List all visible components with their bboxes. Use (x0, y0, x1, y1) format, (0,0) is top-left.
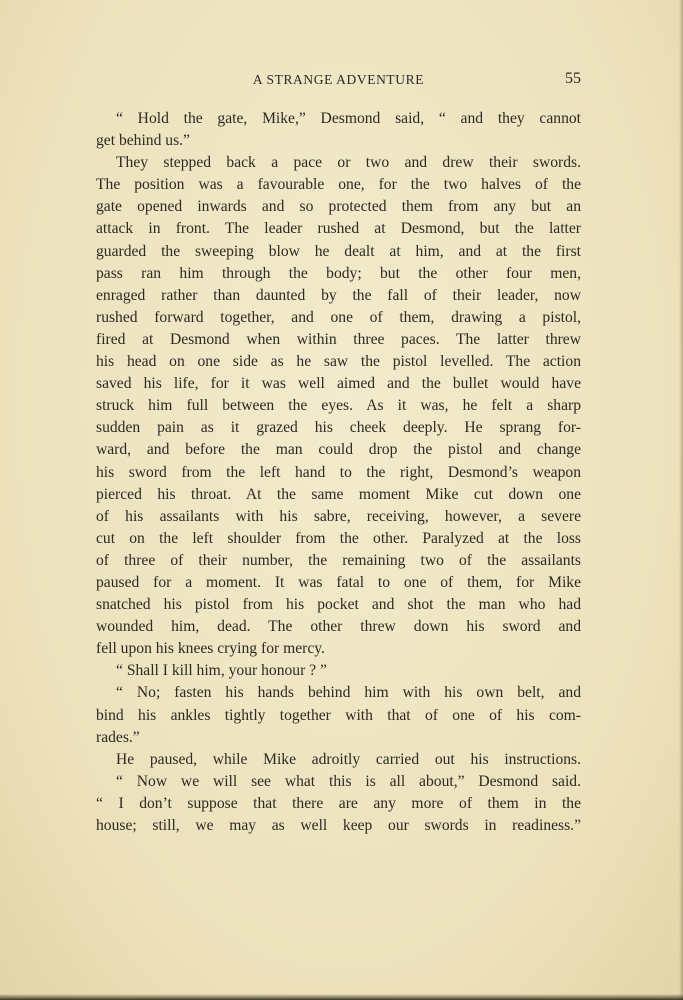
text-line: saved his life, for it was well aimed and the bullet would have (96, 375, 581, 393)
text-line: house; still, we may as well keep our swords in readiness.” (96, 817, 581, 834)
running-head (96, 72, 581, 94)
text-line: rades.” (96, 728, 140, 746)
text-line: “ Hold the gate, Mike,” Desmond said, “ and they cannot (116, 110, 581, 127)
text-line: snatched his pistol from his pocket and shot the man who had (96, 596, 581, 614)
body-text (96, 108, 581, 837)
text-line: fell upon his knees crying for mercy. (96, 640, 325, 658)
text-line: wounded him, dead. The other threw down his sword and (96, 618, 581, 636)
text-line: struck him full between the eyes. As it was, he felt a sharp (96, 397, 581, 415)
text-line: attack in front. The leader rushed at Desmond, but the latter (96, 220, 581, 238)
page-edge-shadow (679, 0, 683, 1000)
text-line: paused for a moment. It was fatal to one of them, for Mike (96, 573, 581, 591)
text-line: pass ran him through the body; but the other four men, (96, 264, 581, 282)
text-line: cut on the left shoulder from the other. Paralyzed at the loss (96, 529, 581, 547)
text-line: fired at Desmond when within three paces. The latter threw (96, 330, 581, 348)
text-line: of three of their number, the remaining two of the assailants (96, 551, 581, 569)
running-title: A STRANGE ADVENTURE (252, 72, 425, 87)
text-line: gate opened inwards and so protected them from any but an (96, 198, 581, 216)
text-line: The position was a favourable one, for the two halves of the (96, 176, 581, 194)
text-line: guarded the sweeping blow he dealt at him, and at the first (96, 242, 581, 260)
text-line: They stepped back a pace or two and drew their swords. (116, 154, 581, 172)
text-line: “ Shall I kill him, your honour ? ” (116, 662, 327, 680)
text-line: rushed forward together, and one of them, drawing a pistol, (96, 308, 581, 326)
text-line: He paused, while Mike adroitly carried out his instructions. (116, 750, 581, 768)
text-line: ward, and before the man could drop the pistol and change (96, 441, 581, 459)
text-line: “ Now we will see what this is all about,” Desmond said. (116, 772, 581, 790)
page-bottom-shadow (0, 994, 683, 1000)
text-line: his sword from the left hand to the right, Desmond’s weapon (96, 463, 581, 481)
text-line: enraged rather than daunted by the fall of their leader, now (96, 286, 581, 304)
text-line: sudden pain as it grazed his cheek deeply. He sprang for- (96, 419, 581, 437)
text-line: “ I don’t suppose that there are any more of them in the (96, 794, 581, 812)
text-line: bind his ankles tightly together with that of one of his com- (96, 706, 581, 724)
text-line: his head on one side as he saw the pistol levelled. The action (96, 353, 581, 371)
text-line: “ No; fasten his hands behind him with his own belt, and (116, 684, 581, 702)
text-line: of his assailants with his sabre, receiving, however, a severe (96, 507, 581, 525)
page-number: 55 (565, 70, 581, 87)
text-line: get behind us.” (96, 132, 190, 150)
text-line: pierced his throat. At the same moment Mike cut down one (96, 485, 581, 503)
